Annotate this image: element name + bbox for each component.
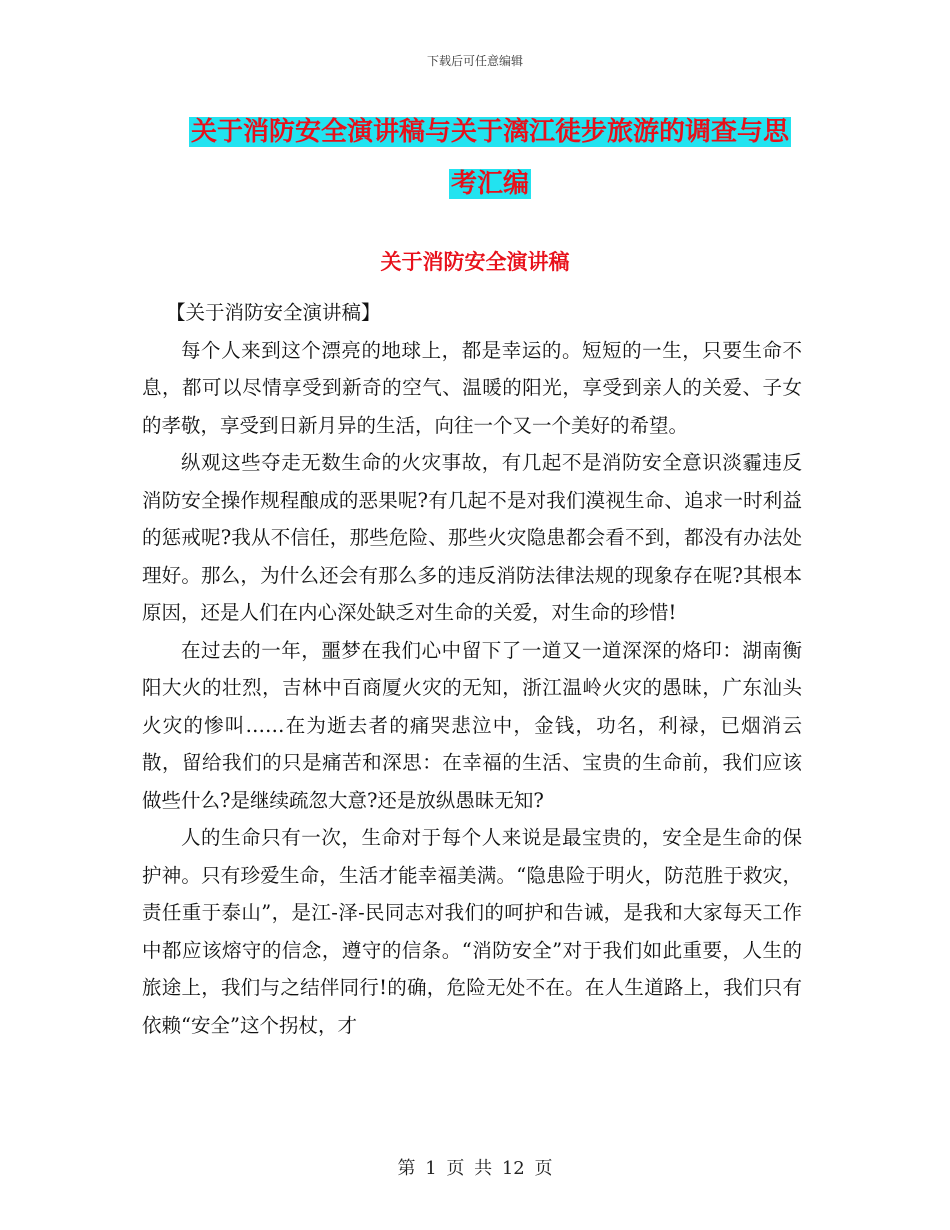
paragraph-3: 在过去的一年，噩梦在我们心中留下了一道又一道深深的烙印：湖南衡阳大火的壮烈，吉林中百商厦火灾的无知，浙江温岭火灾的愚昧，广东汕头火灾的惨叫……在为逝去者的痛哭悲泣中，金钱，功名，利禄，已烟消云散，留给我们的只是痛苦和深思：在幸福的生活、宝贵的生命前，我们应该做些什么?是继续疏忽大意?还是放纵愚昧无知? <box>142 638 802 812</box>
paragraph-1: 每个人来到这个漂亮的地球上，都是幸运的。短短的一生，只要生命不息，都可以尽情享受到新奇的空气、温暖的阳光，享受到亲人的关爱、子女的孝敬，享受到日新月异的生活，向往一个又一个美好的希望。 <box>142 338 802 437</box>
document-title-line2: 考汇编 <box>450 169 529 199</box>
section-title: 关于消防安全演讲稿 <box>380 250 570 274</box>
bracket-heading: 【关于消防安全演讲稿】 <box>166 301 381 324</box>
document-title <box>140 106 840 210</box>
body-text <box>142 294 802 1044</box>
page-footer: 第 1 页 共 12 页 <box>397 1158 553 1179</box>
paragraph-2: 纵观这些夺走无数生命的火灾事故，有几起不是消防安全意识淡霾违反消防安全操作规程酿成的恶果呢?有几起不是对我们漠视生命、追求一时利益的惩戒呢?我从不信任，那些危险、那些火灾隐患都会看不到，都没有办法处理好。那么，为什么还会有那么多的违反消防法律法规的现象存在呢?其根本原因，还是人们在内心深处缺乏对生命的关爱，对生命的珍惜! <box>142 451 802 624</box>
document-title-line1: 关于消防安全演讲稿与关于漓江徒步旅游的调查与思 <box>190 117 789 147</box>
page-header-note: 下载后可任意编辑 <box>426 54 523 68</box>
paragraph-4: 人的生命只有一次，生命对于每个人来说是最宝贵的，安全是生命的保护神。只有珍爱生命，生活才能幸福美满。“隐患险于明火，防范胜于救灾，责任重于泰山”，是江-泽-民同志对我们的呵护和告诫，是我和大家每天工作中都应该熔守的信念，遵守的信条。“消防安全”对于我们如此重要，人生的旅途上，我们与之结伴同行!的确，危险无处不在。在人生道路上，我们只有依赖“安全”这个拐杖，才 <box>142 826 802 1037</box>
